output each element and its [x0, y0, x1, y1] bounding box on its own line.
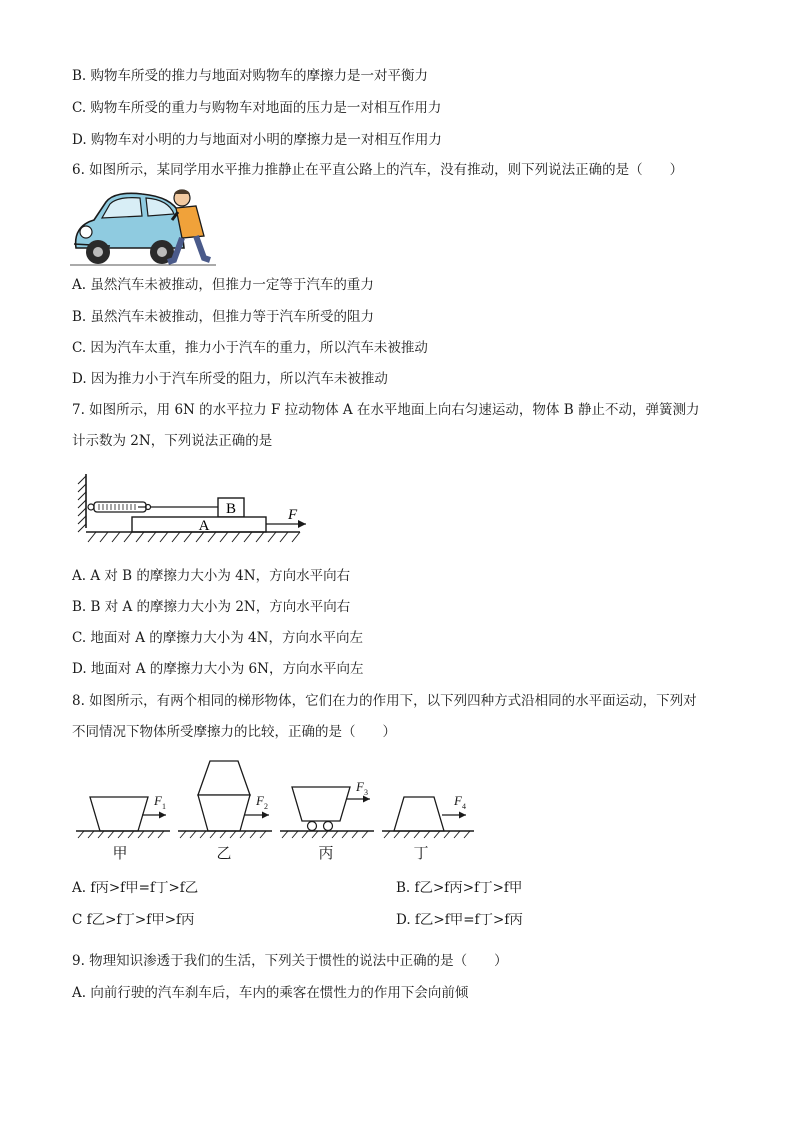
q8-option-b: B. f乙>f丙>f丁>f甲 [396, 880, 523, 896]
car-push-illustration [70, 186, 216, 270]
label-b: B [225, 501, 237, 517]
label-yi: 乙 [216, 846, 232, 862]
force-label-4: F [454, 793, 462, 808]
label-jia: 甲 [112, 846, 128, 862]
q7-stem-line2: 计示数为 2N，下列说法正确的是 [72, 433, 273, 449]
force-label-3: F [356, 779, 364, 794]
label-bing: 丙 [318, 846, 334, 862]
label-a: A [198, 518, 210, 534]
force-label-2: F [256, 793, 264, 808]
q7-option-a: A. A 对 B 的摩擦力大小为 4N，方向水平向右 [72, 568, 351, 584]
q7-stem-line1: 7. 如图所示，用 6N 的水平拉力 F 拉动物体 A 在水平地面上向右匀速运动，物体 B 静止不动，弹簧测力 [72, 402, 700, 418]
q8-option-a: A. f丙>f甲=f丁>f乙 [72, 880, 199, 896]
force-label-1: F [154, 793, 162, 808]
q5-option-c: C. 购物车所受的重力与购物车对地面的压力是一对相互作用力 [72, 100, 442, 116]
q6-stem: 6. 如图所示，某同学用水平推力推静止在平直公路上的汽车，没有推动，则下列说法正确的是（ ） [72, 162, 684, 178]
q5-option-b: B. 购物车所受的推力与地面对购物车的摩擦力是一对平衡力 [72, 68, 429, 84]
spring-scale-diagram [66, 464, 316, 550]
force-sub-1: 1 [162, 802, 166, 811]
q7-option-c: C. 地面对 A 的摩擦力大小为 4N，方向水平向左 [72, 630, 363, 646]
q6-option-b: B. 虽然汽车未被推动，但推力等于汽车所受的阻力 [72, 309, 375, 325]
q9-option-a: A. 向前行驶的汽车刹车后，车内的乘客在惯性力的作用下会向前倾 [72, 985, 469, 1001]
q8-option-d: D. f乙>f甲=f丁>f丙 [396, 912, 523, 928]
force-sub-2: 2 [264, 802, 268, 811]
label-ding: 丁 [413, 846, 429, 862]
q7-option-b: B. B 对 A 的摩擦力大小为 2N，方向水平向右 [72, 599, 351, 615]
q7-option-d: D. 地面对 A 的摩擦力大小为 6N，方向水平向左 [72, 661, 364, 677]
q6-option-d: D. 因为推力小于汽车所受的阻力，所以汽车未被推动 [72, 371, 388, 387]
q8-stem-line2: 不同情况下物体所受摩擦力的比较，正确的是（ ） [72, 724, 396, 740]
q6-option-a: A. 虽然汽车未被推动，但推力一定等于汽车的重力 [72, 277, 374, 293]
q8-option-c: C f乙>f丁>f甲>f丙 [72, 912, 195, 928]
force-sub-3: 3 [364, 788, 368, 797]
q5-option-d: D. 购物车对小明的力与地面对小明的摩擦力是一对相互作用力 [72, 132, 442, 148]
q8-stem-line1: 8. 如图所示，有两个相同的梯形物体，它们在力的作用下，以下列四种方式沿相同的水平面运动，下列对 [72, 693, 697, 709]
trapezoid-diagram [70, 755, 480, 865]
force-sub-4: 4 [462, 802, 466, 811]
q6-option-c: C. 因为汽车太重，推力小于汽车的重力，所以汽车未被推动 [72, 340, 428, 356]
q9-stem: 9. 物理知识渗透于我们的生活，下列关于惯性的说法中正确的是（ ） [72, 953, 508, 969]
label-f: F [288, 507, 298, 523]
